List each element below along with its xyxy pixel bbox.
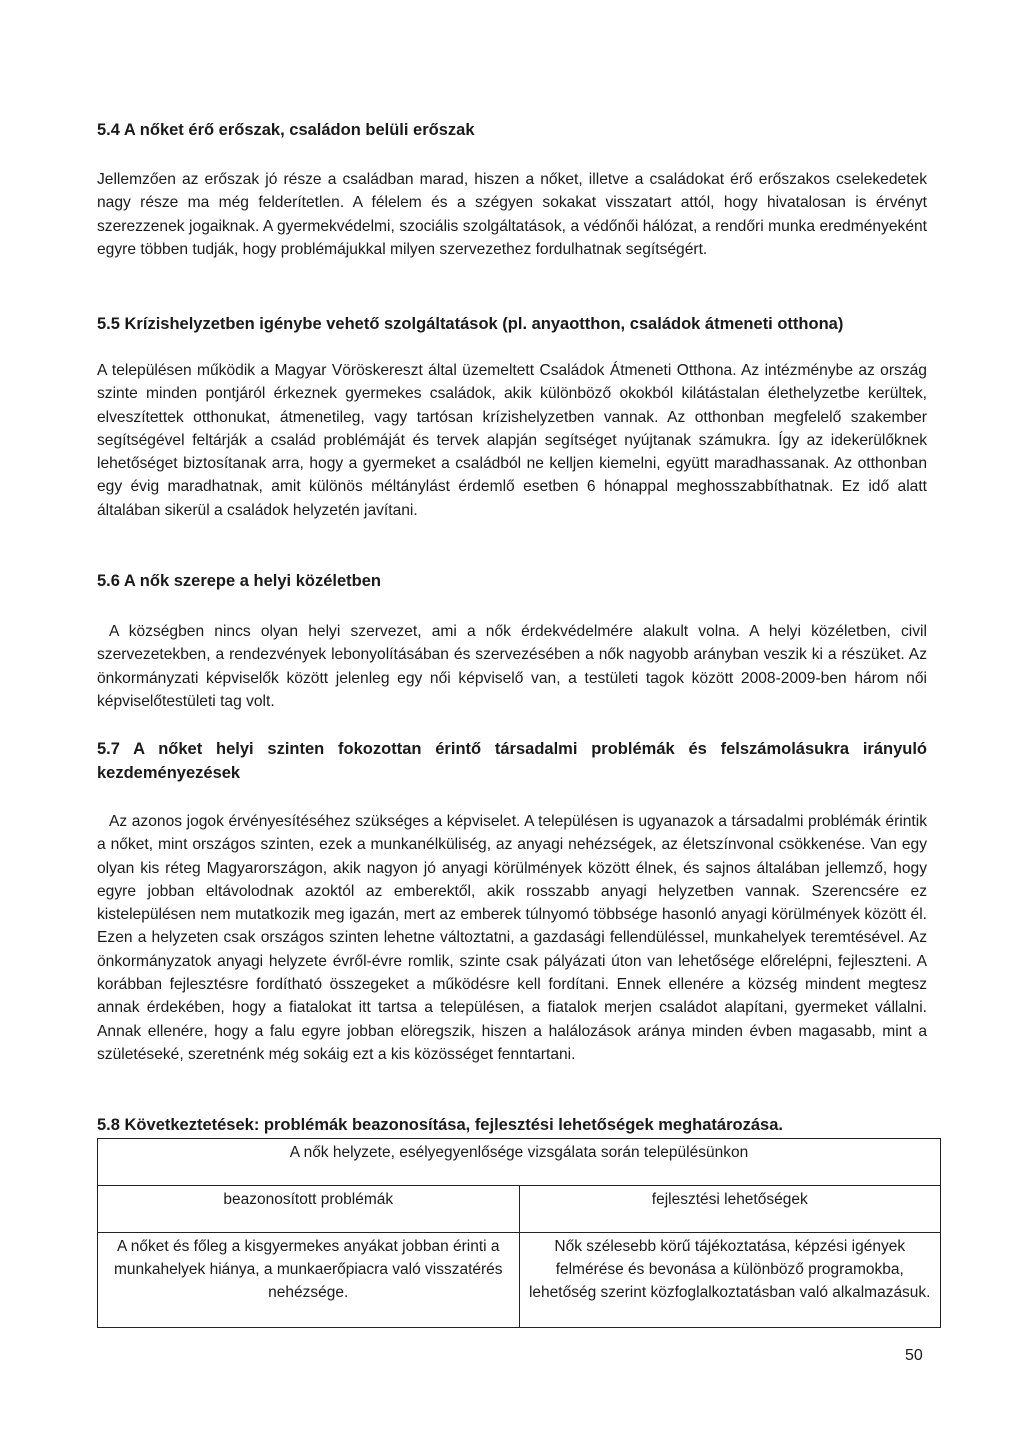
heading-5-7: 5.7 A nőket helyi szinten fokozottan érintő társadalmi problémák és felszámolásukra irányuló kezdeményezések	[97, 740, 927, 782]
heading-5-8: 5.8 Következtetések: problémák beazonosítása, fejlesztési lehetőségek meghatározása.	[97, 1116, 783, 1134]
page-number: 50	[905, 1347, 923, 1364]
paragraph-5-4: Jellemzően az erőszak jó része a családban marad, hiszen a nőket, illetve a családokat érő erőszakos cselekedetek nagy része ma még felderítetlen. A félelem és a szégyen sokakat visszatart attól, hogy hivatalosan is érvényt szerezzenek jogaiknak. A gyermekvédelmi, szociális szolgáltatások, a védőnői hálózat, a rendőri munka eredményeként egyre többen tudják, hogy problémájukkal milyen szervezethez fordulhatnak segítségért.	[97, 171, 927, 258]
table-title-row	[98, 1139, 941, 1186]
heading-5-5: 5.5 Krízishelyzetben igénybe vehető szolgáltatások (pl. anyaotthon, családok átmeneti otthona)	[97, 315, 844, 333]
heading-5-4: 5.4 A nőket érő erőszak, családon belüli erőszak	[97, 121, 475, 139]
table-header-row	[98, 1186, 941, 1233]
cell-problem: A nőket és főleg a kisgyermekes anyákat jobban érinti a munkahelyek hiánya, a munkaerőpiacra való visszatérés nehézsége.	[98, 1233, 520, 1328]
header-problems: beazonosított problémák	[98, 1186, 520, 1233]
paragraph-5-5: A településen működik a Magyar Vöröskereszt által üzemeltett Családok Átmeneti Otthona. Az intézménybe az ország szinte minden pontjáról érkeznek gyermekes családok, akik különböző okokból kilátástalan élethelyzetbe kerültek, elveszítettek otthonukat, átmenetileg, vagy tartósan krízishelyzetben vannak. Az otthonban megfelelő szakember segítségével feltárják a család problémáját és tervek alapján segítséget nyújtanak számukra. Így az idekerülőknek lehetőséget biztosítanak arra, hogy a gyermeket a családból ne kelljen kiemelni, együtt maradhassanak. Az otthonban egy évig maradhatnak, amit különös méltánylást érdemlő esetben 6 hónappal meghosszabbíthatnak. Ez idő alatt általában sikerül a családok helyzetén javítani.	[97, 362, 927, 519]
paragraph-5-7: Az azonos jogok érvényesítéséhez szükséges a képviselet. A településen is ugyanazok a társadalmi problémák érintik a nőket, mint országos szinten, ezek a munkanélküliség, az anyagi nehézségek, az életszínvonal csökkenése. Van egy olyan kis réteg Magyarországon, akik nagyon jó anyagi körülmények között élnek, és sajnos általában jellemző, hogy egyre jobban eltávolodnak azoktól az emberektől, akik rosszabb anyagi helyzetben vannak. Szerencsére ez kistelepülésen nem mutatkozik meg igazán, mert az emberek túlnyomó többsége hasonló anyagi körülmények között él. Ezen a helyzeten csak országos szinten lehetne változtatni, a gazdasági fellendüléssel, munkahelyek teremtésével. Az önkormányzatok anyagi helyzete évről-évre romlik, szinte csak pályázati úton van lehetősége előrelépni, fejleszteni. A korábban fejlesztésre fordítható összegeket a működésre kell fordítani. Ennek ellenére a község mindent megtesz annak érdekében, hogy a fiatalokat itt tartsa a településen, a fiatalok merjen családot alapítani, gyermeket vállalni. Annak ellenére, hogy a falu egyre jobban elöregszik, hiszen a halálozások aránya minden évben magasabb, mint a születéseké, szeretnénk még sokáig ezt a kis közösséget fenntartani.	[97, 813, 927, 1063]
table-title-cell: A nők helyzete, esélyegyenlősége vizsgálata során településünkon	[98, 1139, 941, 1186]
paragraph-5-6: A községben nincs olyan helyi szervezet, ami a nők érdekvédelmére alakult volna. A helyi közéletben, civil szervezetekben, a rendezvények lebonyolításában és szervezésében a nők nagyobb arányban veszik ki a részüket. Az önkormányzati képviselők között jelenleg egy női képviselő van, a testületi tagok között 2008-2009-ben három női képviselőtestületi tag volt.	[97, 623, 927, 710]
header-opportunities: fejlesztési lehetőségek	[519, 1186, 941, 1233]
table-row	[98, 1233, 941, 1328]
findings-table	[97, 1138, 941, 1328]
cell-opportunity: Nők szélesebb körű tájékoztatása, képzési igények felmérése és bevonása a különböző programokba, lehetőség szerint közfoglalkoztatásban való alkalmazásuk.	[519, 1233, 941, 1328]
heading-5-6: 5.6 A nők szerepe a helyi közéletben	[97, 572, 381, 590]
